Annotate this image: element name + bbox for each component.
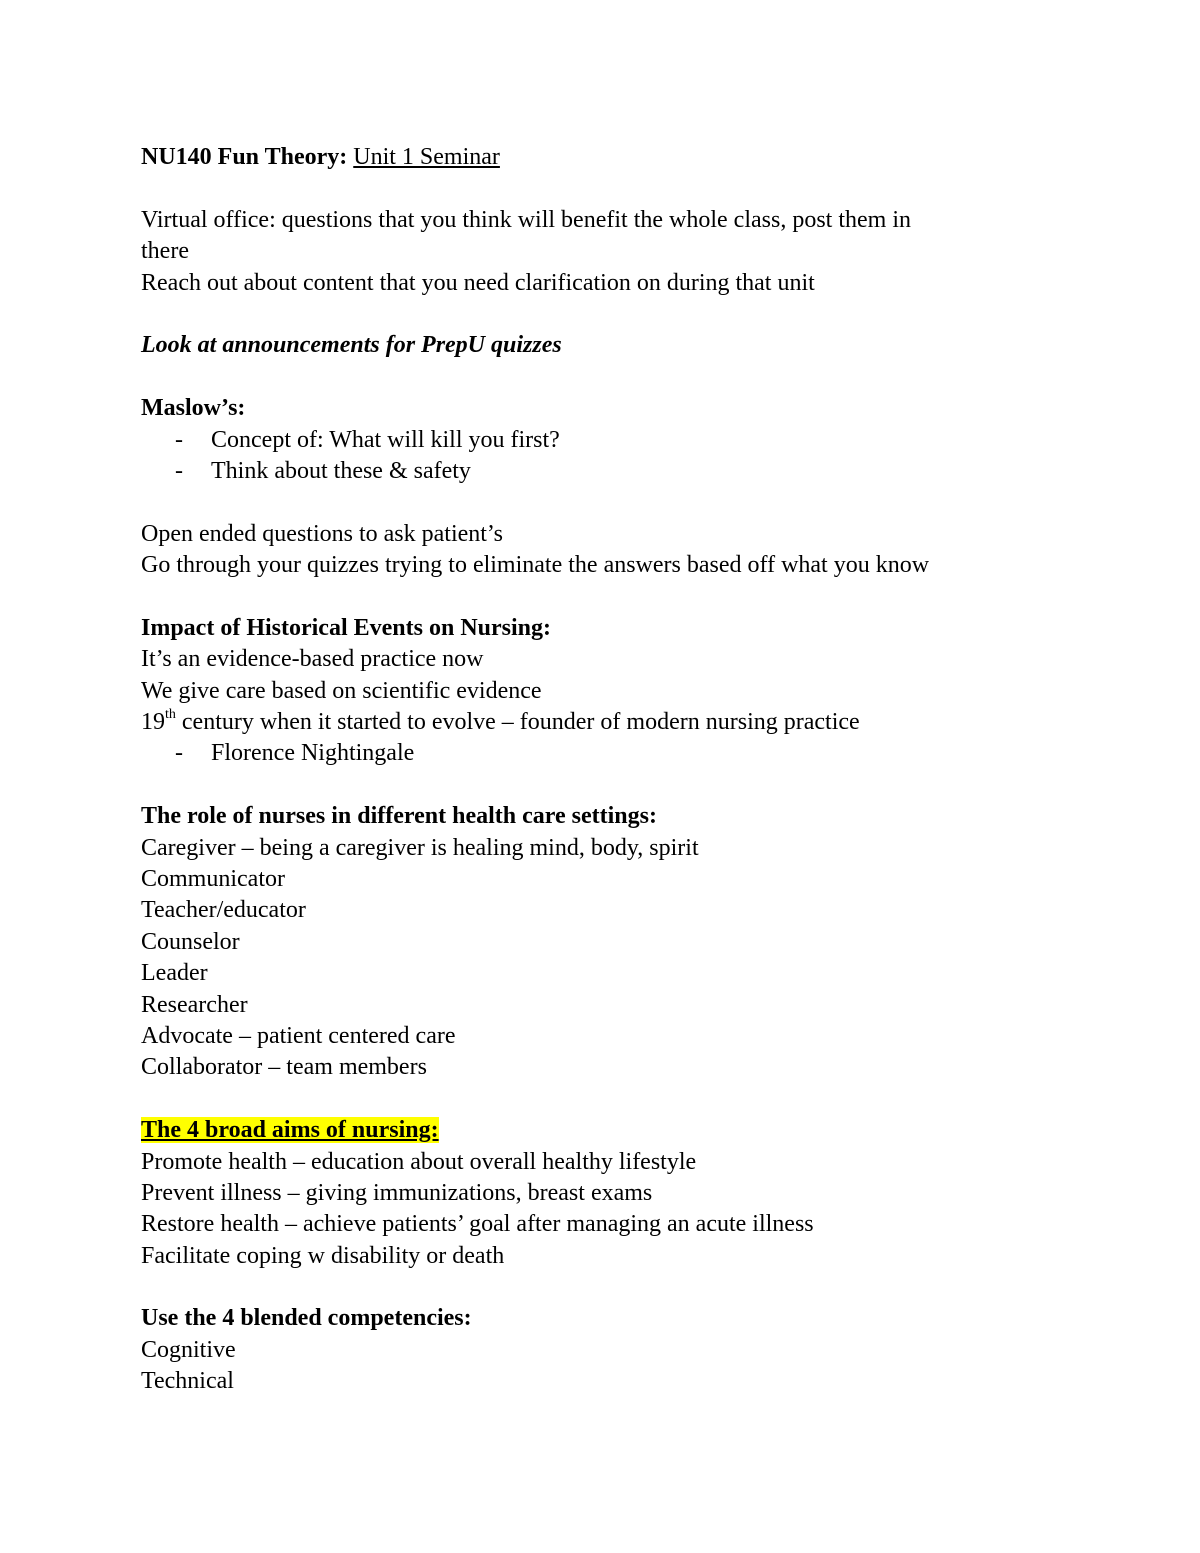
roles-item: Collaborator – team members [141, 1054, 427, 1081]
spacer [141, 173, 1101, 204]
aims-item: Restore health – achieve patients’ goal after managing an acute illness [141, 1211, 814, 1238]
document-title [141, 142, 1101, 173]
spacer [141, 299, 1101, 330]
historical-line-3 [141, 707, 1101, 738]
bullet-text: Think about these & safety [211, 457, 471, 484]
aims-heading-line [141, 1115, 1101, 1146]
roles-item: Caregiver – being a caregiver is healing mind, body, spirit [141, 834, 699, 861]
spacer [141, 581, 1101, 612]
historical-heading: Impact of Historical Events on Nursing: [141, 614, 551, 641]
aims-heading: The 4 broad aims of nursing: [141, 1117, 439, 1144]
roles-item: Leader [141, 960, 208, 987]
roles-item: Teacher/educator [141, 897, 306, 924]
spacer [141, 1272, 1101, 1303]
bullet-text: Florence Nightingale [211, 740, 415, 767]
roles-item: Communicator [141, 865, 285, 892]
maslow-heading: Maslow’s: [141, 395, 246, 422]
document-content [141, 142, 1101, 1398]
century-number: 19 [141, 709, 165, 736]
century-text: century when it started to evolve – founder of modern nursing practice [175, 709, 860, 736]
roles-item: Counselor [141, 928, 240, 955]
virtual-office-line-2: there [141, 238, 189, 265]
bullet-dash: - [175, 426, 183, 453]
historical-bullet [141, 738, 1101, 769]
maslow-bullet [141, 456, 1101, 487]
spacer [141, 770, 1101, 801]
historical-line-2: We give care based on scientific evidence [141, 677, 542, 704]
aims-item: Facilitate coping w disability or death [141, 1242, 505, 1269]
century-superscript: th [165, 707, 176, 723]
announcement-note: Look at announcements for PrepU quizzes [141, 332, 562, 359]
spacer [141, 1084, 1101, 1115]
roles-heading: The role of nurses in different health care settings: [141, 803, 657, 830]
virtual-office-line-1: Virtual office: questions that you think will benefit the whole class, post them in [141, 206, 911, 233]
maslow-bullet [141, 425, 1101, 456]
aims-item: Promote health – education about overall healthy lifestyle [141, 1148, 697, 1175]
title-course: NU140 Fun Theory: [141, 144, 348, 170]
competencies-item: Cognitive [141, 1336, 236, 1363]
aims-item: Prevent illness – giving immunizations, breast exams [141, 1179, 653, 1206]
bullet-text: Concept of: What will kill you first? [211, 426, 560, 453]
title-unit: Unit 1 Seminar [353, 144, 500, 170]
spacer [141, 487, 1101, 518]
virtual-office-line-3: Reach out about content that you need clarification on during that unit [141, 269, 815, 296]
questions-line-2: Go through your quizzes trying to eliminate the answers based off what you know [141, 552, 930, 579]
spacer [141, 362, 1101, 393]
bullet-dash: - [175, 740, 183, 767]
competencies-heading: Use the 4 blended competencies: [141, 1305, 472, 1332]
roles-item: Researcher [141, 991, 248, 1018]
competencies-item: Technical [141, 1368, 234, 1395]
historical-line-1: It’s an evidence-based practice now [141, 646, 484, 673]
bullet-dash: - [175, 457, 183, 484]
questions-line-1: Open ended questions to ask patient’s [141, 520, 503, 547]
roles-item: Advocate – patient centered care [141, 1022, 456, 1049]
